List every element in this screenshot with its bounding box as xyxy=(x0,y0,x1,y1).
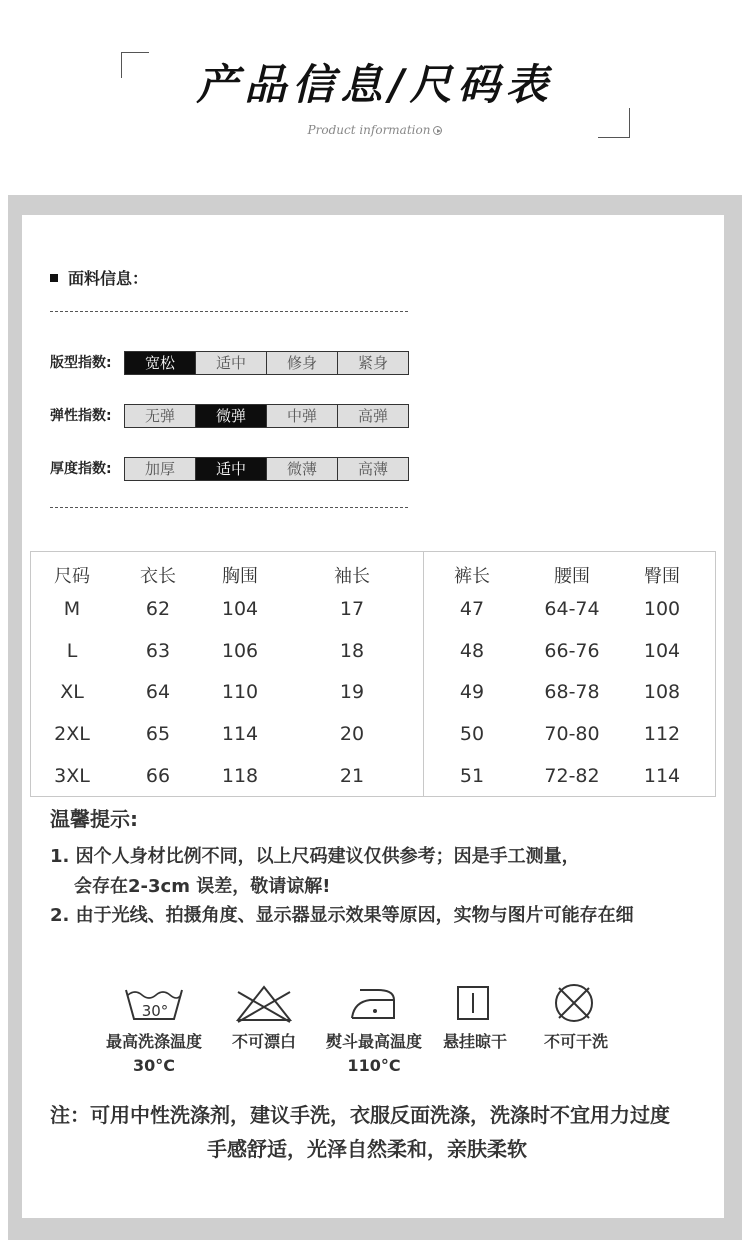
size-cell-pants-length: 48 xyxy=(459,640,485,662)
size-cell-chest: 106 xyxy=(221,640,259,662)
size-cell-hip: 100 xyxy=(643,598,681,620)
elasticity-index-options xyxy=(124,404,409,428)
size-cell-waist: 70-80 xyxy=(544,723,600,745)
size-cell-chest: 114 xyxy=(221,723,259,745)
fit-index-label: 版型指数: xyxy=(50,355,112,371)
care-note-line-2: 手感舒适，光泽自然柔和，亲肤柔软 xyxy=(207,1137,527,1161)
care-sub-wash-temp: 30°C xyxy=(132,1056,176,1075)
size-cell-hip: 108 xyxy=(643,681,681,703)
size-cell-chest: 118 xyxy=(221,765,259,787)
play-circle-icon xyxy=(433,126,442,135)
size-cell-size: 3XL xyxy=(54,765,90,787)
subtitle-text: Product information xyxy=(307,123,431,137)
fit-option-slim: 修身 xyxy=(267,352,338,374)
dashed-divider xyxy=(50,311,408,312)
square-bullet-icon xyxy=(50,274,58,282)
size-header-waist: 腰围 xyxy=(554,566,590,587)
size-cell-sleeve: 19 xyxy=(339,681,365,703)
size-cell-size: M xyxy=(63,598,81,620)
size-cell-hip: 114 xyxy=(643,765,681,787)
size-header-chest: 胸围 xyxy=(222,566,258,587)
size-cell-length: 66 xyxy=(145,765,171,787)
size-cell-size: L xyxy=(66,640,78,662)
tips-title: 温馨提示: xyxy=(50,807,138,831)
elasticity-option-high: 高弹 xyxy=(338,405,408,427)
page-subtitle xyxy=(0,123,750,137)
size-header-pants-length: 裤长 xyxy=(454,566,490,587)
size-cell-hip: 112 xyxy=(643,723,681,745)
table-divider xyxy=(423,551,424,797)
size-cell-pants-length: 51 xyxy=(459,765,485,787)
care-note-line-1: 注：可用中性洗涤剂，建议手洗，衣服反面洗涤，洗涤时不宜用力过度 xyxy=(50,1103,670,1127)
care-label-hang-dry: 悬挂晾干 xyxy=(442,1032,508,1051)
size-cell-pants-length: 50 xyxy=(459,723,485,745)
fit-index-options xyxy=(124,351,409,375)
thickness-option-medium: 适中 xyxy=(196,458,267,480)
care-label-iron: 熨斗最高温度 xyxy=(325,1032,423,1051)
size-cell-pants-length: 49 xyxy=(459,681,485,703)
elasticity-option-medium: 中弹 xyxy=(267,405,338,427)
size-cell-sleeve: 21 xyxy=(339,765,365,787)
thickness-index-options xyxy=(124,457,409,481)
fit-option-loose: 宽松 xyxy=(125,352,196,374)
wash-30-icon xyxy=(124,986,184,1022)
fabric-heading xyxy=(50,266,148,289)
elasticity-option-none: 无弹 xyxy=(125,405,196,427)
size-cell-length: 63 xyxy=(145,640,171,662)
thickness-option-very-thin: 高薄 xyxy=(338,458,408,480)
thickness-option-thick: 加厚 xyxy=(125,458,196,480)
size-cell-length: 62 xyxy=(145,598,171,620)
size-header-length: 衣长 xyxy=(140,566,176,587)
tip-line-1: 1. 因个人身材比例不同，以上尺码建议仅供参考；因是手工测量， xyxy=(50,846,580,867)
size-cell-chest: 110 xyxy=(221,681,259,703)
fit-option-tight: 紧身 xyxy=(338,352,408,374)
page-header xyxy=(0,0,750,195)
care-label-wash: 最高洗涤温度 xyxy=(105,1032,203,1051)
size-cell-sleeve: 18 xyxy=(339,640,365,662)
size-table xyxy=(30,551,716,797)
care-sub-iron-temp: 110°C xyxy=(347,1056,401,1075)
tip-line-2: 2. 由于光线、拍摄角度、显示器显示效果等原因，实物与图片可能存在细 xyxy=(50,905,634,926)
size-cell-pants-length: 47 xyxy=(459,598,485,620)
iron-icon xyxy=(348,986,398,1022)
care-label-no-bleach: 不可漂白 xyxy=(231,1032,297,1051)
elasticity-option-slight: 微弹 xyxy=(196,405,267,427)
size-cell-waist: 68-78 xyxy=(544,681,600,703)
size-cell-waist: 66-76 xyxy=(544,640,600,662)
size-cell-length: 65 xyxy=(145,723,171,745)
size-cell-sleeve: 20 xyxy=(339,723,365,745)
size-header-sleeve: 袖长 xyxy=(334,566,370,587)
hang-dry-icon xyxy=(456,985,490,1021)
size-cell-size: 2XL xyxy=(54,723,90,745)
size-cell-size: XL xyxy=(60,681,84,703)
tip-line-1-continued: 会存在2-3cm 误差，敬请谅解! xyxy=(74,876,331,897)
size-header-hip: 臀围 xyxy=(644,566,680,587)
wash-temperature-text: 30° xyxy=(141,1002,169,1020)
size-cell-waist: 72-82 xyxy=(544,765,600,787)
thickness-option-thin: 微薄 xyxy=(267,458,338,480)
elasticity-index-label: 弹性指数: xyxy=(50,408,112,424)
size-cell-length: 64 xyxy=(145,681,171,703)
fit-option-regular: 适中 xyxy=(196,352,267,374)
no-dry-clean-icon xyxy=(553,982,595,1024)
page-title: 产品信息/尺码表 xyxy=(196,60,554,109)
care-label-no-dry-clean: 不可干洗 xyxy=(543,1032,609,1051)
no-bleach-icon xyxy=(235,984,293,1024)
size-cell-chest: 104 xyxy=(221,598,259,620)
size-header-size: 尺码 xyxy=(54,566,90,587)
size-cell-hip: 104 xyxy=(643,640,681,662)
size-cell-waist: 64-74 xyxy=(544,598,600,620)
thickness-index-label: 厚度指数: xyxy=(50,461,112,477)
size-cell-sleeve: 17 xyxy=(339,598,365,620)
corner-decoration-bottom-right xyxy=(598,108,630,138)
dashed-divider xyxy=(50,507,408,508)
fabric-heading-text: 面料信息： xyxy=(68,269,149,288)
